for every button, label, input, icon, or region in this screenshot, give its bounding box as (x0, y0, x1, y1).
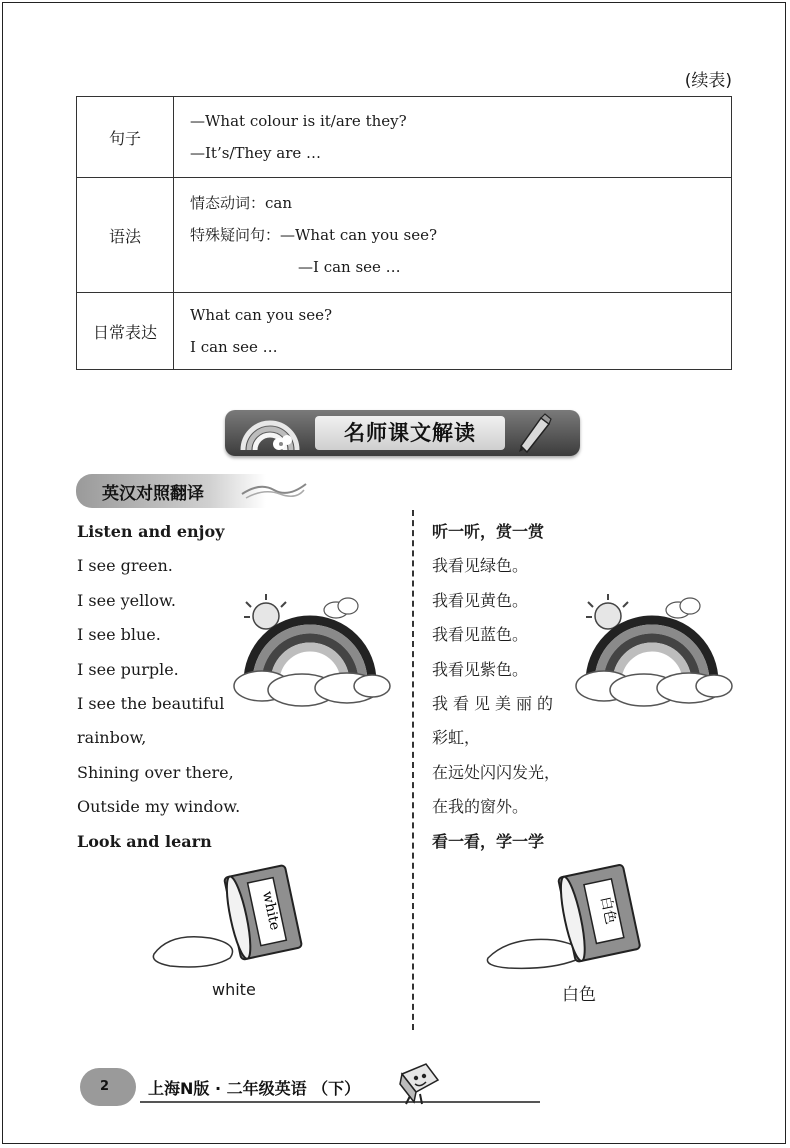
sentence-line-2: —It’s/They are … (190, 144, 322, 162)
rainbow-illustration-right (574, 590, 734, 710)
row-body-grammar (174, 178, 732, 293)
page-number: 2 (100, 1079, 110, 1094)
cloud-icon (666, 598, 700, 618)
row-header-grammar: 语法 (77, 178, 174, 293)
grammar-line-3: —I can see … (298, 258, 401, 276)
chinese-line-8: 在我的窗外。 (432, 797, 529, 817)
table-row-expressions (77, 293, 732, 370)
english-line-2: I see yellow. (77, 590, 176, 610)
can-label-chinese: 白色 (597, 894, 619, 926)
row-header-sentences: 句子 (77, 97, 174, 178)
section-title: 英汉对照翻译 (102, 484, 204, 504)
chinese-heading-look: 看一看，学一学 (432, 831, 545, 851)
english-line-3: I see blue. (77, 625, 161, 645)
english-heading-listen: Listen and enjoy (77, 522, 225, 541)
caption-english: white (212, 980, 256, 999)
summary-table (76, 96, 732, 370)
brush-stroke-icon (240, 474, 310, 504)
cloud-icon (324, 598, 358, 618)
english-line-1: I see green. (77, 556, 173, 576)
expression-line-1: What can you see? (190, 306, 333, 324)
lesson-banner (225, 410, 580, 456)
chinese-line-2: 我看见黄色。 (432, 590, 529, 610)
column-divider (412, 510, 414, 1030)
english-line-7: Shining over there, (77, 762, 234, 782)
english-column (77, 515, 240, 859)
continued-label: (续表) (684, 71, 732, 91)
table-row-grammar (77, 178, 732, 293)
paint-can-baise (470, 862, 660, 972)
pencil-icon (513, 412, 553, 454)
section-tab (76, 474, 266, 508)
grammar-line-2: 特殊疑问句：—What can you see? (190, 226, 438, 244)
chinese-line-5: 我看见美丽的 (432, 693, 559, 713)
rainbow-flower-icon (235, 414, 305, 454)
row-body-expressions (174, 293, 732, 370)
chinese-line-6: 彩虹， (432, 728, 481, 748)
chinese-column (432, 515, 560, 859)
chinese-line-4: 我看见紫色。 (432, 659, 529, 679)
chinese-line-1: 我看见绿色。 (432, 556, 529, 576)
english-line-5: I see the beautiful (77, 693, 225, 713)
grammar-line-1: 情态动词：can (190, 194, 293, 212)
english-line-8: Outside my window. (77, 797, 241, 817)
english-heading-look: Look and learn (77, 831, 212, 851)
caption-chinese: 白色 (562, 985, 596, 1005)
sentence-line-1: —What colour is it/are they? (190, 112, 407, 130)
chinese-line-3: 我看见蓝色。 (432, 625, 529, 645)
footer-rule (140, 1101, 540, 1103)
english-line-6: rainbow, (77, 728, 147, 748)
table-row-sentences (77, 97, 732, 178)
row-body-sentences (174, 97, 732, 178)
row-header-expressions: 日常表达 (77, 293, 174, 370)
rainbow-illustration-left (232, 590, 392, 710)
expression-line-2: I can see … (190, 338, 278, 356)
can-label-english: white (258, 889, 283, 932)
chinese-line-7: 在远处闪闪发光， (432, 762, 561, 782)
banner-title: 名师课文解读 (315, 416, 505, 450)
english-line-4: I see purple. (77, 659, 179, 679)
chinese-heading-listen: 听一听，赏一赏 (432, 522, 545, 541)
paint-can-white (150, 862, 320, 972)
footer-book-title: 上海N版 · 二年级英语 （下） (148, 1079, 361, 1098)
book-mascot-icon (396, 1060, 442, 1106)
